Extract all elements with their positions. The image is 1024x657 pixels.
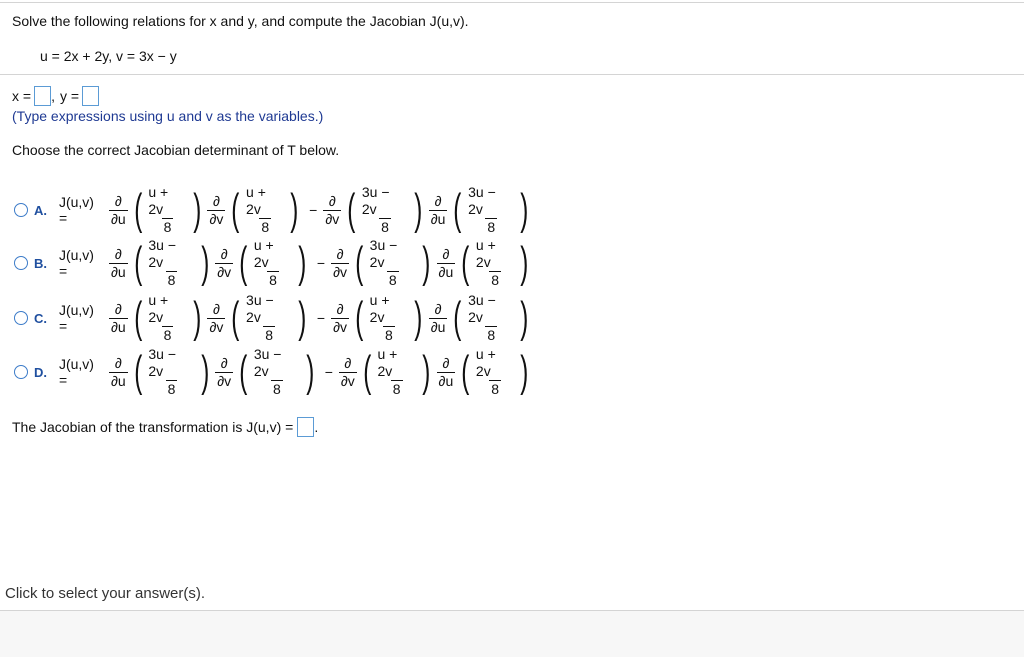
expression-fraction xyxy=(146,292,188,344)
paren-expression xyxy=(228,292,310,344)
option-c[interactable] xyxy=(14,292,534,343)
minus-sign: − xyxy=(309,202,318,218)
jacobian-label: J(u,v) = xyxy=(58,247,94,279)
partial-denominator: ∂u xyxy=(110,263,126,280)
expression-numerator: u + 2v xyxy=(475,237,496,270)
partial-denominator: ∂v xyxy=(209,210,224,227)
expression-numerator: 3u − 2v xyxy=(468,292,496,325)
expression-fraction xyxy=(466,292,516,344)
partial-symbol: ∂ xyxy=(114,192,122,209)
option-letter: B. xyxy=(34,255,47,271)
jacobian-suffix: . xyxy=(314,419,319,435)
expression-numerator: u + 2v xyxy=(475,346,496,379)
partial-denominator: ∂v xyxy=(340,372,355,389)
right-paren: ) xyxy=(520,347,529,396)
paren-expression xyxy=(131,237,213,289)
paren-expression xyxy=(228,184,302,236)
partial-denominator: ∂u xyxy=(110,210,126,227)
partial-denominator: ∂v xyxy=(217,372,232,389)
expression-numerator: 3u − 2v xyxy=(361,184,390,217)
partial-symbol: ∂ xyxy=(114,354,122,371)
relations-text: u = 2x + 2y, v = 3x − y xyxy=(40,48,177,64)
radio-button[interactable] xyxy=(14,256,28,270)
question-text: Solve the following relations for x and y, and compute the Jacobian J(u,v). xyxy=(12,13,469,29)
partial-denominator: ∂u xyxy=(430,318,446,335)
expression-numerator: 3u − 2v xyxy=(369,237,398,270)
expression-numerator: 3u − 2v xyxy=(148,237,176,270)
choose-prompt: Choose the correct Jacobian determinant of T below. xyxy=(12,142,340,158)
radio-button[interactable] xyxy=(14,365,28,379)
partial-operator xyxy=(339,355,357,390)
minus-sign: − xyxy=(316,310,326,326)
right-paren: ) xyxy=(298,238,307,287)
expression-numerator: u + 2v xyxy=(148,184,169,217)
option-letter: D. xyxy=(34,364,47,380)
paren-expression xyxy=(450,184,532,236)
radio-button[interactable] xyxy=(14,311,28,325)
right-paren: ) xyxy=(193,293,202,342)
paren-expression xyxy=(352,292,426,344)
expression-numerator: u + 2v xyxy=(253,237,274,270)
paren-expression xyxy=(131,292,205,344)
right-paren: ) xyxy=(422,238,431,287)
left-paren: ( xyxy=(231,293,240,342)
expression-numerator: 3u − 2v xyxy=(468,184,496,217)
expression-denominator: 8 xyxy=(491,381,500,397)
jacobian-label: J(u,v) = xyxy=(58,302,94,334)
partial-denominator: ∂v xyxy=(325,210,340,227)
partial-operator xyxy=(215,355,233,390)
expression-denominator: 8 xyxy=(269,272,277,288)
partial-operator xyxy=(437,355,456,390)
expression-denominator: 8 xyxy=(392,381,401,397)
expression-denominator: 8 xyxy=(273,381,281,397)
paren-expression xyxy=(458,237,532,289)
partial-denominator: ∂v xyxy=(333,263,348,280)
right-paren: ) xyxy=(193,185,202,234)
paren-expression xyxy=(360,346,434,398)
comma-separator: , xyxy=(51,88,55,104)
expression-denominator: 8 xyxy=(265,327,274,343)
expression-fraction xyxy=(146,346,196,398)
partial-denominator: ∂u xyxy=(110,372,126,389)
right-paren: ) xyxy=(200,238,209,287)
left-paren: ( xyxy=(134,293,143,342)
partial-symbol: ∂ xyxy=(212,300,220,317)
right-paren: ) xyxy=(520,238,529,287)
partial-operator xyxy=(323,193,341,228)
partial-operator xyxy=(215,246,233,281)
partial-symbol: ∂ xyxy=(336,300,344,317)
expression-fraction xyxy=(360,184,410,236)
left-paren: ( xyxy=(134,185,143,234)
radio-button[interactable] xyxy=(14,203,28,217)
expression-numerator: u + 2v xyxy=(148,292,169,325)
partial-operator xyxy=(429,193,448,228)
partial-denominator: ∂v xyxy=(209,318,224,335)
expression-numerator: 3u − 2v xyxy=(148,346,176,379)
option-a[interactable] xyxy=(14,184,534,235)
expression-denominator: 8 xyxy=(491,272,500,288)
partial-denominator: ∂u xyxy=(438,263,454,280)
left-paren: ( xyxy=(355,293,364,342)
expression-fraction xyxy=(146,184,188,236)
partial-symbol: ∂ xyxy=(442,245,450,262)
footer-bar xyxy=(0,611,1024,657)
expression-fraction xyxy=(368,237,418,289)
expression-denominator: 8 xyxy=(388,272,397,288)
partial-denominator: ∂v xyxy=(333,318,348,335)
jacobian-label: J(u,v) = xyxy=(58,356,94,388)
expression-numerator: 3u − 2v xyxy=(253,346,282,379)
jacobian-prefix: The Jacobian of the transformation is J(u,v) = xyxy=(12,419,294,435)
expression-fraction xyxy=(146,237,196,289)
xy-answer-row xyxy=(12,86,99,106)
right-paren: ) xyxy=(422,347,431,396)
expression-denominator: 8 xyxy=(167,381,176,397)
partial-operator xyxy=(207,301,225,336)
expression-fraction xyxy=(375,346,417,398)
partial-operator xyxy=(207,193,225,228)
expression-denominator: 8 xyxy=(381,219,389,235)
expression-numerator: u + 2v xyxy=(377,346,398,379)
expression-numerator: 3u − 2v xyxy=(246,292,274,325)
expression-fraction xyxy=(474,237,516,289)
left-paren: ( xyxy=(355,238,364,287)
partial-symbol: ∂ xyxy=(328,192,336,209)
paren-expression xyxy=(131,346,213,398)
partial-operator xyxy=(109,301,128,336)
left-paren: ( xyxy=(134,347,143,396)
expression-fraction xyxy=(474,346,516,398)
right-paren: ) xyxy=(298,293,307,342)
paren-expression xyxy=(352,237,434,289)
right-paren: ) xyxy=(200,347,209,396)
right-paren: ) xyxy=(520,293,529,342)
left-paren: ( xyxy=(461,238,470,287)
right-paren: ) xyxy=(306,347,315,396)
left-paren: ( xyxy=(363,347,372,396)
expression-fraction xyxy=(244,292,294,344)
partial-operator xyxy=(331,301,349,336)
partial-symbol: ∂ xyxy=(114,245,122,262)
expression-fraction xyxy=(244,184,286,236)
expression-denominator: 8 xyxy=(487,327,496,343)
partial-operator xyxy=(109,246,128,281)
left-paren: ( xyxy=(461,347,470,396)
partial-symbol: ∂ xyxy=(344,354,352,371)
partial-operator xyxy=(109,355,128,390)
left-paren: ( xyxy=(239,238,248,287)
paren-expression xyxy=(344,184,426,236)
partial-denominator: ∂u xyxy=(438,372,454,389)
paren-expression xyxy=(450,292,532,344)
left-paren: ( xyxy=(453,185,462,234)
paren-expression xyxy=(458,346,532,398)
partial-operator xyxy=(109,193,128,228)
partial-denominator: ∂v xyxy=(217,263,232,280)
partial-operator xyxy=(331,246,349,281)
x-label: x = xyxy=(12,88,32,104)
option-letter: A. xyxy=(34,202,47,218)
expression-fraction xyxy=(466,184,516,236)
left-paren: ( xyxy=(239,347,248,396)
top-divider xyxy=(0,2,1024,3)
partial-operator xyxy=(437,246,456,281)
section-divider xyxy=(0,74,1024,75)
expression-denominator: 8 xyxy=(163,327,172,343)
partial-denominator: ∂u xyxy=(110,318,126,335)
expression-numerator: u + 2v xyxy=(246,184,266,217)
option-b[interactable] xyxy=(14,237,534,288)
expression-numerator: u + 2v xyxy=(369,292,390,325)
hint-text: (Type expressions using u and v as the variables.) xyxy=(12,108,324,124)
partial-symbol: ∂ xyxy=(114,300,122,317)
right-paren: ) xyxy=(414,185,423,234)
right-paren: ) xyxy=(414,293,423,342)
left-paren: ( xyxy=(134,238,143,287)
y-answer-input[interactable] xyxy=(82,86,99,106)
partial-operator xyxy=(429,301,448,336)
expression-denominator: 8 xyxy=(384,327,393,343)
expression-denominator: 8 xyxy=(163,219,172,235)
expression-fraction xyxy=(252,237,294,289)
left-paren: ( xyxy=(231,185,240,234)
option-letter: C. xyxy=(34,310,47,326)
partial-symbol: ∂ xyxy=(442,354,450,371)
jacobian-label: J(u,v) = xyxy=(58,194,94,226)
jacobian-answer-input[interactable] xyxy=(297,417,314,437)
right-paren: ) xyxy=(290,185,299,234)
option-d[interactable] xyxy=(14,346,534,397)
partial-denominator: ∂u xyxy=(430,210,446,227)
right-paren: ) xyxy=(520,185,529,234)
minus-sign: − xyxy=(324,364,333,380)
paren-expression xyxy=(236,346,318,398)
partial-symbol: ∂ xyxy=(434,300,442,317)
paren-expression xyxy=(236,237,310,289)
partial-symbol: ∂ xyxy=(220,354,228,371)
partial-symbol: ∂ xyxy=(434,192,442,209)
paren-expression xyxy=(131,184,205,236)
expression-denominator: 8 xyxy=(487,219,496,235)
left-paren: ( xyxy=(453,293,462,342)
expression-denominator: 8 xyxy=(167,272,176,288)
left-paren: ( xyxy=(347,185,356,234)
expression-fraction xyxy=(368,292,410,344)
partial-symbol: ∂ xyxy=(336,245,344,262)
y-label: y = xyxy=(59,88,80,104)
x-answer-input[interactable] xyxy=(34,86,51,106)
jacobian-answer-row xyxy=(12,417,318,437)
expression-denominator: 8 xyxy=(261,219,270,235)
minus-sign: − xyxy=(316,255,326,271)
partial-symbol: ∂ xyxy=(220,245,228,262)
expression-fraction xyxy=(252,346,302,398)
partial-symbol: ∂ xyxy=(212,192,220,209)
footer-instruction: Click to select your answer(s). xyxy=(5,585,206,602)
